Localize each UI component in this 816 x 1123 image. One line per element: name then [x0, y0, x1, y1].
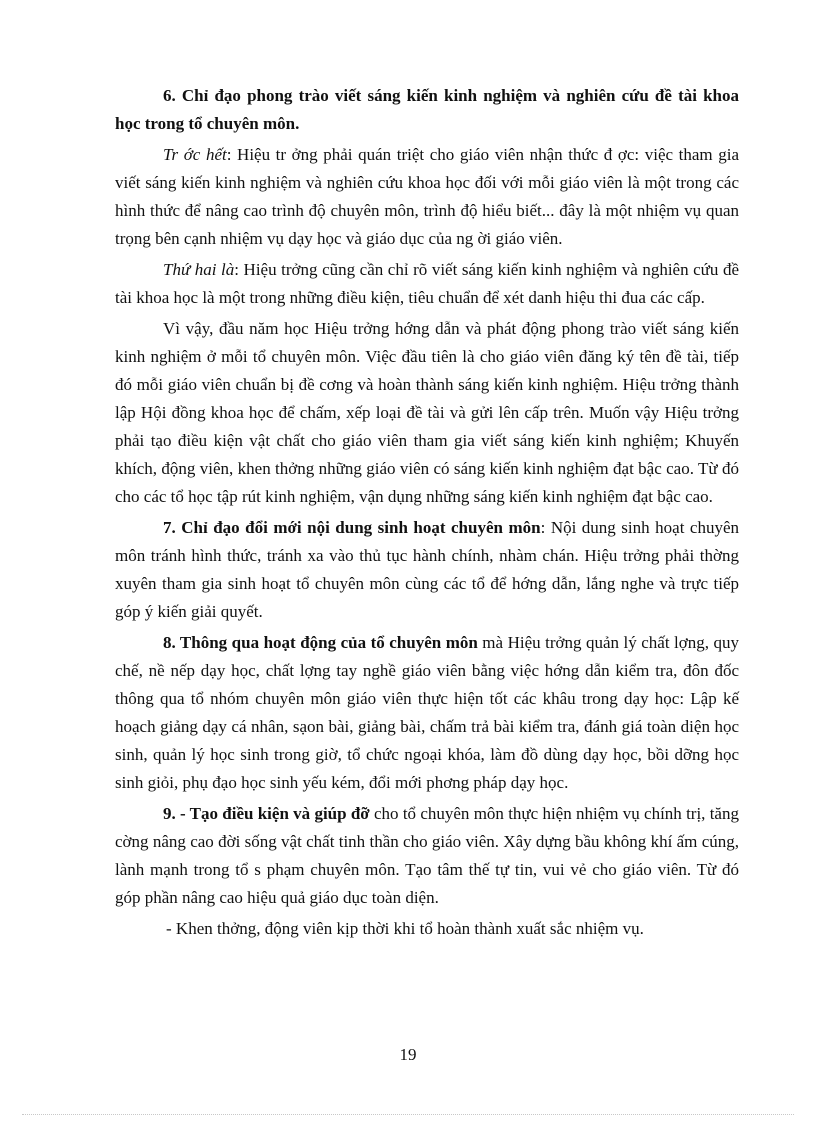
- section-8-paragraph: [115, 629, 739, 797]
- section-7-text: : Nội dung sinh hoạt chuyên môn tránh hình thức, tránh xa vào thủ tục hành chính, nhàm chán. Hiệu trởng phải thờng xuyên tham gia sinh hoạt tổ chuyên môn cùng các tổ để hớng dẫn, lắng nghe và trực tiếp góp ý kiến giải quyết.: [115, 518, 739, 621]
- section-8-text: mà Hiệu trởng quản lý chất lợng, quy chế, nề nếp dạy học, chất lợng tay nghề giáo viên bằng việc hớng dẫn kiểm tra, đôn đốc thông qua tổ nhóm chuyên môn giáo viên thực hiện tốt các khâu trong dạy học: Lập kế hoạch giảng dạy cá nhân, sạon bài, giảng bài, chấm trả bài kiểm tra, đánh giá toàn diện học sinh, quản lý học sinh trong giờ, tổ chức ngoại khóa, làm đồ dùng dạy học, bồi dỡng học sinh giỏi, phụ đạo học sinh yếu kém, đổi mới phơng pháp dạy học.: [115, 633, 739, 792]
- section-7-lead: 7. Chỉ đạo đổi mới nội dung sinh hoạt chuyên môn: [163, 518, 541, 537]
- section-9-lead: 9. - Tạo điều kiện và giúp đỡ: [163, 804, 370, 823]
- section-8-lead: 8. Thông qua hoạt động của tổ chuyên môn: [163, 633, 478, 652]
- text-thu-hai: : Hiệu trởng cũng cần chỉ rõ viết sáng kiến kinh nghiệm và nghiên cứu đề tài khoa học là một trong những điều kiện, tiêu chuẩn để xét danh hiệu thi đua các cấp.: [115, 260, 739, 307]
- section-6-heading: 6. Chỉ đạo phong trào viết sáng kiến kinh nghiệm và nghiên cứu đề tài khoa học trong tổ chuyên môn.: [115, 86, 739, 133]
- text-truoc-het: : Hiệu tr ởng phải quán triệt cho giáo viên nhận thức đ ợc: việc tham gia viết sáng kiến kinh nghiệm và nghiên cứu khoa học đối với mỗi giáo viên là một trong các hình thức để nâng cao trình độ chuyên môn, trình độ hiểu biết... đây là một nhiệm vụ quan trọng bên cạnh nhiệm vụ dạy học và giáo dục của ng ời giáo viên.: [115, 145, 739, 248]
- section-9-paragraph: [115, 800, 739, 912]
- document-page: [115, 82, 739, 946]
- lead-thu-hai: Thứ hai là: [163, 260, 235, 279]
- paragraph-thu-hai: [115, 256, 739, 312]
- paragraph-vi-vay: Vì vậy, đầu năm học Hiệu trởng hớng dẫn và phát động phong trào viết sáng kiến kinh nghiệm ở mỗi tổ chuyên môn. Việc đầu tiên là cho giáo viên đăng ký tên đề tài, tiếp đó mỗi giáo viên chuẩn bị đề cơng và hoàn thành sáng kiến kinh nghiệm. Hiệu trởng thành lập Hội đồng khoa học để chấm, xếp loại đề tài và gửi lên cấp trên. Muốn vậy Hiệu trởng phải tạo điều kiện vật chất cho giáo viên tham gia viết sáng kiến kinh nghiệm; Khuyến khích, động viên, khen thởng những giáo viên có sáng kiến kinh nghiệm đạt bậc cao. Từ đó cho các tổ học tập rút kinh nghiệm, vận dụng những sáng kiến kinh nghiệm đạt bậc cao.: [115, 319, 739, 506]
- paragraph-truoc-het: [115, 141, 739, 253]
- footer-divider: [22, 1114, 794, 1115]
- closing-paragraph: - Khen thởng, động viên kịp thời khi tổ hoàn thành xuất sắc nhiệm vụ.: [166, 919, 644, 938]
- lead-truoc-het: Tr ớc hết: [163, 145, 227, 164]
- page-number: 19: [399, 1045, 417, 1064]
- section-9-text: cho tổ chuyên môn thực hiện nhiệm vụ chính trị, tăng cờng nâng cao đời sống vật chất tinh thần cho giáo viên. Xây dựng bầu không khí ấm cúng, lành mạnh trong tổ s phạm chuyên môn. Tạo tâm thế tự tin, vui vẻ cho giáo viên. Từ đó góp phần nâng cao hiệu quả giáo dục toàn diện.: [115, 804, 739, 907]
- section-7-paragraph: [115, 514, 739, 626]
